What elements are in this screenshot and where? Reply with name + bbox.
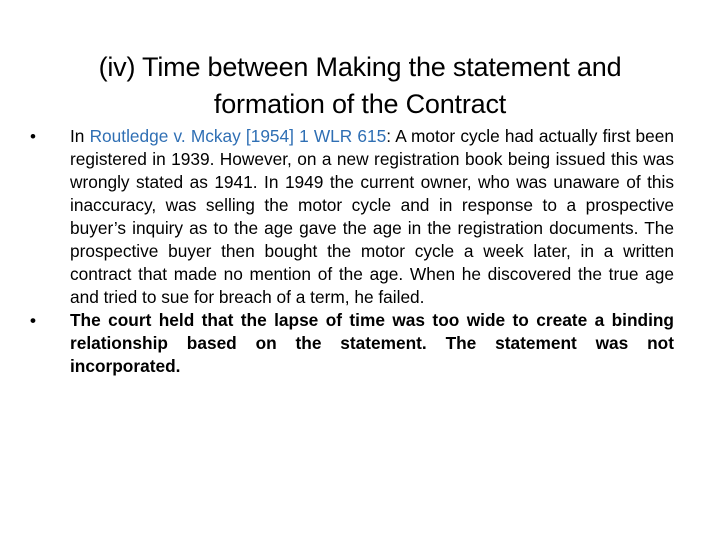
case-citation: Routledge v. Mckay [1954] 1 WLR 615 [89, 126, 387, 146]
bullet-marker: • [30, 127, 36, 146]
bullet-text [70, 125, 674, 309]
bullet-item-case [30, 125, 674, 309]
bullet-marker: • [30, 311, 36, 330]
slide-title-line-1: (iv) Time between Making the statement and [98, 52, 622, 83]
bullet-list [30, 125, 674, 378]
case-facts-text: : A motor cycle had actually first been registered in 1939. However, on a new registration book being issued this was wrongly stated as 1941. In 1949 the current owner, who was unaware of this inaccuracy, was selling the motor cycle and in response to a prospective buyer’s inquiry as to the age gave the age in the registration documents. The prospective buyer then bought the motor cycle a week later, in a written contract that made no mention of the age. When he discovered the true age and tried to sue for breach of a term, he failed. [70, 126, 675, 307]
slide-title-line-2: formation of the Contract [213, 89, 507, 120]
bullet-item-holding [30, 309, 674, 378]
bullet-prefix: In [70, 126, 90, 146]
holding-text: The court held that the lapse of time was too wide to create a binding relationship based on the statement. The statement was not incorporated. [70, 310, 674, 376]
slide-title [40, 49, 680, 123]
